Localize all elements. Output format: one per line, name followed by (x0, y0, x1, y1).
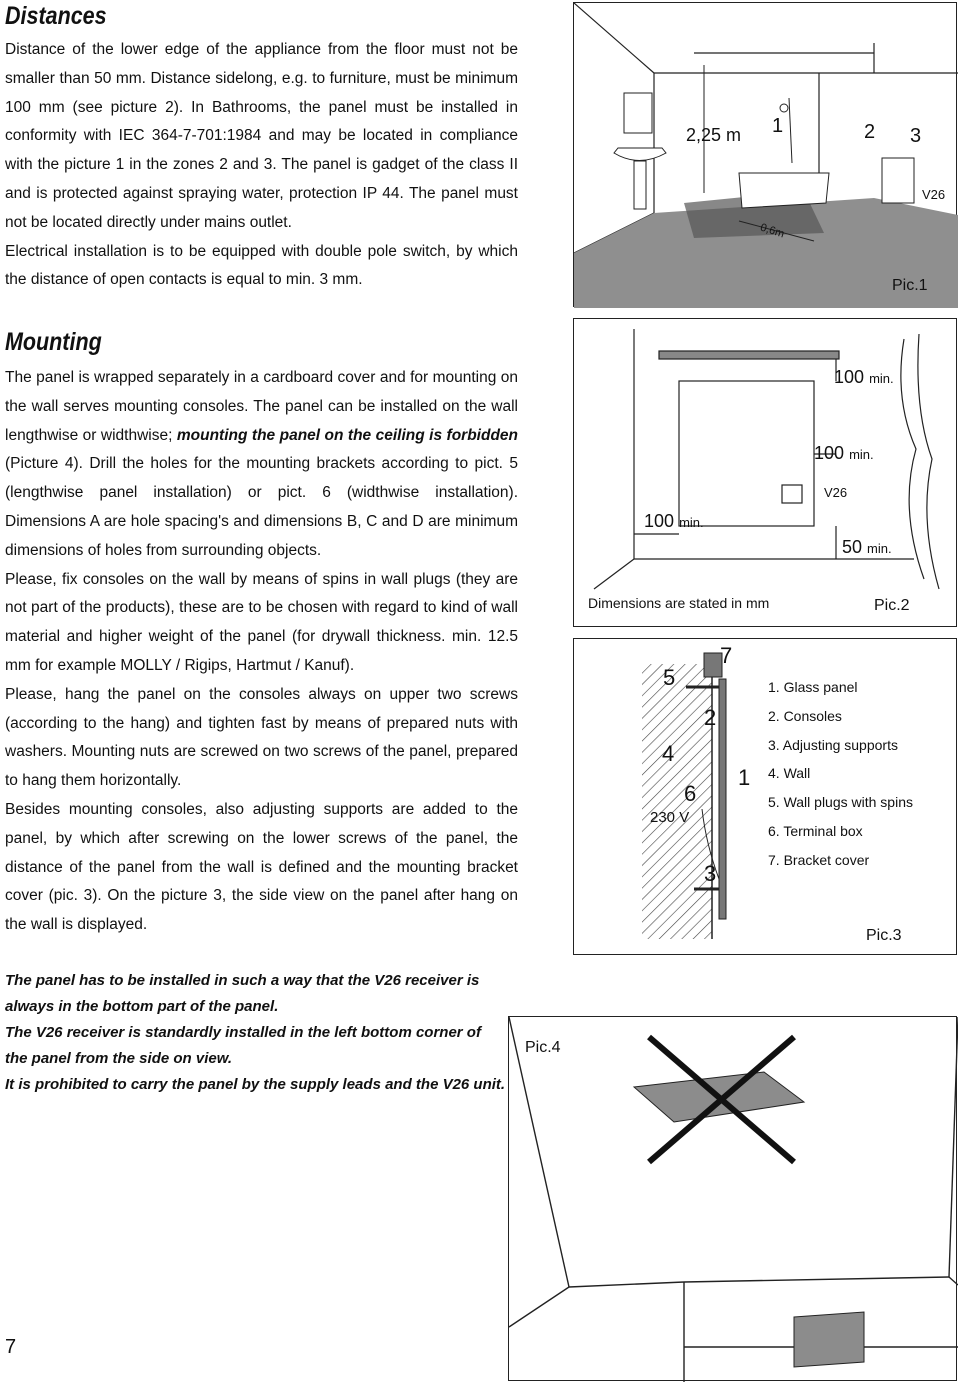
pic4-figure (508, 1016, 957, 1381)
pic2-bottom-num: 50 (842, 537, 863, 557)
pic3-num-1: 1 (738, 765, 751, 790)
legend-item-terminal-box: 6. Terminal box (768, 822, 863, 839)
pic1-zone-1: 1 (772, 115, 784, 137)
pic3-num-4: 4 (662, 741, 675, 766)
mounting-body (5, 364, 518, 940)
pic2-top-clearance (834, 367, 894, 388)
pic3-label: Pic.3 (866, 927, 902, 944)
pic3-legend (768, 673, 913, 875)
pic2-side-num: 100 (814, 443, 845, 463)
pic3-figure (573, 638, 957, 955)
pic2-bottom-clearance (842, 537, 892, 558)
page-number: 7 (5, 1336, 17, 1358)
clearance-drawing (574, 319, 958, 628)
distances-paragraph-2: Electrical installation is to be equipped with double pole switch, by which the distance of open contacts is equal to min. 3 mm. (5, 242, 518, 289)
pic1-height-label: 2,25 m (686, 125, 742, 145)
legend-item-consoles: 2. Consoles (768, 707, 842, 724)
installation-notes (5, 968, 518, 1098)
pic1-label: Pic.1 (892, 277, 928, 294)
pic2-left-clearance (644, 511, 704, 532)
pic1-distance-label: 0,6m (758, 221, 786, 241)
pic2-receiver-label: V26 (824, 485, 848, 500)
mounting-p1-text-b: (Picture 4). Drill the holes for the mounting brackets according to pict. 5 (lengthwise panel installation) or pict. 6 (widthwise installation). Dimensions A are hole spacing's and dimensions B, C and D are minimum dimensions of holes from surrounding objects. (5, 455, 518, 559)
mounting-p1-text-a: The panel is wrapped separately in a cardboard cover and for mounting on the wall serves mounting consoles. The panel can be installed on the wall lengthwise or widthwise; (5, 369, 518, 444)
pic2-top-num: 100 (834, 367, 865, 387)
distances-paragraph-1: Distance of the lower edge of the appliance from the floor must not be smaller than 50 mm. Distance sidelong, e.g. to furniture, must be minimum 100 mm (see picture 2). In Bathrooms, the panel must be installed in conformity with IEC 364-7-701:1984 and may be located in compliance with the picture 1 in the zones 2 and 3. The panel is gadget of the class II and is protected against spraying water, protection IP 44. The panel must not be located directly under mains outlet. (5, 41, 518, 231)
legend-item-wall: 4. Wall (768, 765, 811, 782)
pic2-figure (573, 318, 957, 627)
distances-body (5, 36, 518, 295)
ceiling-forbidden-text: mounting the panel on the ceiling is forbidden (176, 426, 518, 444)
note-receiver-corner: The V26 receiver is standardly installed in the left bottom corner of the panel from the side on view. (5, 1024, 481, 1067)
note-receiver-bottom: The panel has to be installed in such a way that the V26 receiver is always in the bottom part of the panel. (5, 972, 480, 1015)
pic3-num-3: 3 (704, 861, 717, 886)
legend-item-adjusting-supports: 3. Adjusting supports (768, 736, 898, 753)
mounting-paragraph-3: Please, hang the panel on the consoles always on upper two screws (according to the hang) and tighten fast by means of prepared nuts with washers. Mounting nuts are screwed on two screws of the panel, prepared to hang them horizontally. (5, 685, 518, 790)
distances-heading: Distances (5, 2, 107, 30)
legend-item-wall-plugs: 5. Wall plugs with spins (768, 794, 913, 811)
pic1-zone-2: 2 (864, 121, 876, 143)
legend-item-glass-panel: 1. Glass panel (768, 679, 858, 695)
pic3-num-5: 5 (663, 665, 676, 690)
pic2-side-unit: min. (849, 447, 874, 462)
pic1-figure (573, 2, 957, 307)
mounting-section (5, 328, 117, 357)
distances-section (5, 2, 123, 31)
pic2-caption: Dimensions are stated in mm (588, 595, 770, 611)
pic2-left-num: 100 (644, 511, 675, 531)
pic2-left-unit: min. (679, 515, 704, 530)
ceiling-forbidden-drawing (509, 1017, 958, 1382)
legend-item-bracket-cover: 7. Bracket cover (768, 851, 870, 868)
pic2-top-unit: min. (869, 371, 894, 386)
pic2-label: Pic.2 (874, 597, 910, 614)
pic3-num-2: 2 (704, 705, 717, 730)
pic1-receiver-label: V26 (922, 187, 946, 202)
pic2-side-clearance (814, 443, 874, 464)
pic3-voltage: 230 V (650, 809, 690, 826)
bathroom-zones-drawing (574, 3, 958, 308)
pic4-label: Pic.4 (525, 1039, 561, 1056)
pic3-num-7: 7 (720, 643, 733, 668)
mounting-heading: Mounting (5, 328, 102, 356)
pic1-zone-3: 3 (910, 125, 922, 147)
mounting-paragraph-2: Please, fix consoles on the wall by means of spins in wall plugs (they are not part of the products), these are to be chosen with regard to kind of wall material and higher weight of the panel (for drywall thickness. min. 12.5 mm for example MOLLY / Rigips, Hartmut / Kanuf). (5, 570, 518, 674)
note-carry-prohibited: It is prohibited to carry the panel by the supply leads and the V26 unit. (5, 1076, 506, 1093)
mounting-paragraph-1 (5, 364, 518, 566)
mounting-paragraph-4: Besides mounting consoles, also adjusting supports are added to the panel, by which after screwing on the lower screws of the panel, the distance of the panel from the wall is defined and the mounting bracket cover (pic. 3). On the picture 3, the side view on the panel after hang on the wall is displayed. (5, 800, 518, 934)
pic2-bottom-unit: min. (867, 541, 892, 556)
pic3-num-6: 6 (684, 781, 697, 806)
